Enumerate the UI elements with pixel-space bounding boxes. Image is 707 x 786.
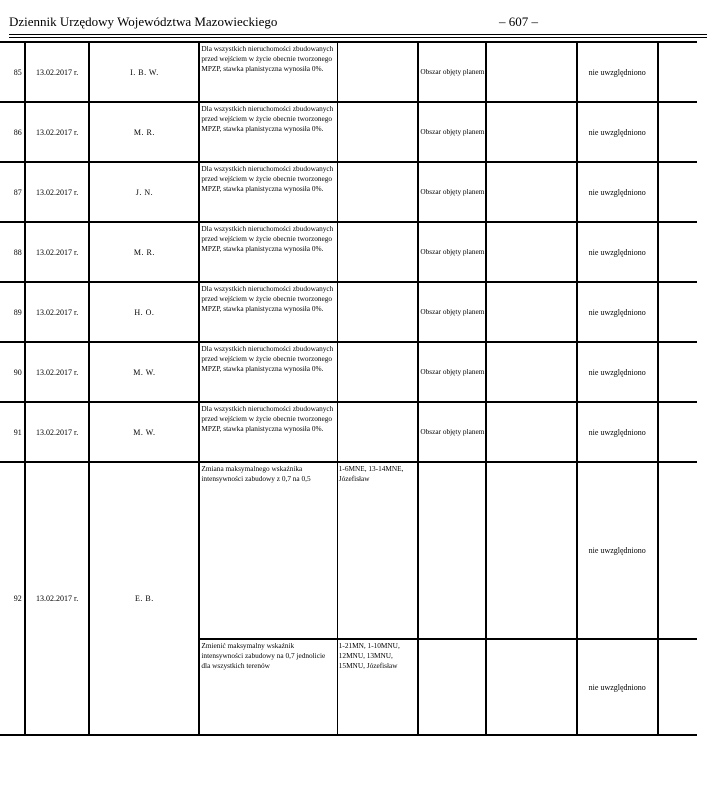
remarks-cell (658, 462, 697, 639)
council-decision: nie uwzględniono (577, 102, 658, 162)
applicant-initials: M. W. (89, 402, 199, 462)
remarks-cell (658, 342, 697, 402)
plan-area-note: Obszar objęty planem (418, 42, 486, 102)
council-decision: nie uwzględniono (577, 462, 658, 639)
council-decision: nie uwzględniono (577, 639, 658, 735)
remarks-cell (658, 282, 697, 342)
plan-area-note: Obszar objęty planem (418, 282, 486, 342)
plan-area-note: Obszar objęty planem (418, 222, 486, 282)
submission-date: 13.02.2017 r. (25, 342, 90, 402)
property-designation (337, 402, 418, 462)
remarks-cell (658, 402, 697, 462)
mayor-decision-cell (486, 42, 576, 102)
property-designation (337, 222, 418, 282)
remarks-cell (658, 42, 697, 102)
row-number: 91 (0, 402, 25, 462)
mayor-decision-cell (486, 222, 576, 282)
table-row (0, 222, 697, 282)
property-designation (337, 282, 418, 342)
remarks-cell (658, 639, 697, 735)
submission-date: 13.02.2017 r. (25, 222, 90, 282)
table-row (0, 402, 697, 462)
header-rule (9, 34, 707, 35)
table-row (0, 342, 697, 402)
applicant-initials: J. N. (89, 162, 199, 222)
property-designation (337, 42, 418, 102)
submission-date: 13.02.2017 r. (25, 402, 90, 462)
remark-content: Dla wszystkich nieruchomości zbudowanych przed wejściem w życie obecnie tworzonego MPZP, stawka planistyczna wynosiła 0%. (199, 222, 337, 282)
submission-date: 13.02.2017 r. (25, 162, 90, 222)
row-number: 88 (0, 222, 25, 282)
mayor-decision-cell (486, 639, 576, 735)
row-number: 92 (0, 462, 25, 735)
applicant-initials: E. B. (89, 462, 199, 735)
remarks-cell (658, 222, 697, 282)
mayor-decision-cell (486, 102, 576, 162)
remark-content: Dla wszystkich nieruchomości zbudowanych przed wejściem w życie obecnie tworzonego MPZP, stawka planistyczna wynosiła 0%. (199, 42, 337, 102)
table-row (0, 162, 697, 222)
table-row (0, 462, 697, 639)
mayor-decision-cell (486, 462, 576, 639)
row-number: 89 (0, 282, 25, 342)
mayor-decision-cell (486, 162, 576, 222)
council-decision: nie uwzględniono (577, 342, 658, 402)
applicant-initials: M. R. (89, 222, 199, 282)
mayor-decision-cell (486, 282, 576, 342)
remarks-cell (658, 102, 697, 162)
property-designation (337, 342, 418, 402)
property-designation (337, 162, 418, 222)
submission-date: 13.02.2017 r. (25, 42, 90, 102)
row-number: 86 (0, 102, 25, 162)
table-row (0, 42, 697, 102)
remark-content: Dla wszystkich nieruchomości zbudowanych przed wejściem w życie obecnie tworzonego MPZP, stawka planistyczna wynosiła 0%. (199, 402, 337, 462)
mayor-decision-cell (486, 402, 576, 462)
submission-date: 13.02.2017 r. (25, 102, 90, 162)
council-decision: nie uwzględniono (577, 282, 658, 342)
remarks-table (0, 41, 697, 736)
journal-title: Dziennik Urzędowy Województwa Mazowieckiego (9, 14, 278, 29)
plan-area-note (418, 639, 486, 735)
remark-content: Dla wszystkich nieruchomości zbudowanych przed wejściem w życie obecnie tworzonego MPZP, stawka planistyczna wynosiła 0%. (199, 342, 337, 402)
table-row (0, 282, 697, 342)
council-decision: nie uwzględniono (577, 402, 658, 462)
council-decision: nie uwzględniono (577, 42, 658, 102)
remark-content: Dla wszystkich nieruchomości zbudowanych przed wejściem w życie obecnie tworzonego MPZP, stawka planistyczna wynosiła 0%. (199, 282, 337, 342)
plan-area-note: Obszar objęty planem (418, 162, 486, 222)
plan-area-note (418, 462, 486, 639)
applicant-initials: M. R. (89, 102, 199, 162)
row-number: 85 (0, 42, 25, 102)
mayor-decision-cell (486, 342, 576, 402)
header-rule-second (9, 37, 707, 38)
row-number: 90 (0, 342, 25, 402)
applicant-initials: H. O. (89, 282, 199, 342)
row-number: 87 (0, 162, 25, 222)
applicant-initials: I. B. W. (89, 42, 199, 102)
property-designation: 1-21MN, 1-10MNU, 12MNU, 13MNU, 15MNU, Józefisław (337, 639, 418, 735)
remarks-cell (658, 162, 697, 222)
remark-content: Dla wszystkich nieruchomości zbudowanych przed wejściem w życie obecnie tworzonego MPZP, stawka planistyczna wynosiła 0%. (199, 162, 337, 222)
table-row (0, 102, 697, 162)
applicant-initials: M. W. (89, 342, 199, 402)
property-designation: 1-6MNE, 13-14MNE, Józefisław (337, 462, 418, 639)
council-decision: nie uwzględniono (577, 222, 658, 282)
remark-content: Zmiana maksymalnego wskaźnika intensywności zabudowy z 0,7 na 0,5 (199, 462, 337, 639)
plan-area-note: Obszar objęty planem (418, 102, 486, 162)
submission-date: 13.02.2017 r. (25, 462, 90, 735)
page-header (9, 14, 699, 32)
remark-content: Zmienić maksymalny wskaźnik intensywności zabudowy na 0,7 jednolicie dla wszystkich terenów (199, 639, 337, 735)
plan-area-note: Obszar objęty planem (418, 402, 486, 462)
plan-area-note: Obszar objęty planem (418, 342, 486, 402)
submission-date: 13.02.2017 r. (25, 282, 90, 342)
council-decision: nie uwzględniono (577, 162, 658, 222)
remark-content: Dla wszystkich nieruchomości zbudowanych przed wejściem w życie obecnie tworzonego MPZP, stawka planistyczna wynosiła 0%. (199, 102, 337, 162)
property-designation (337, 102, 418, 162)
page-number: – 607 – (499, 14, 538, 29)
